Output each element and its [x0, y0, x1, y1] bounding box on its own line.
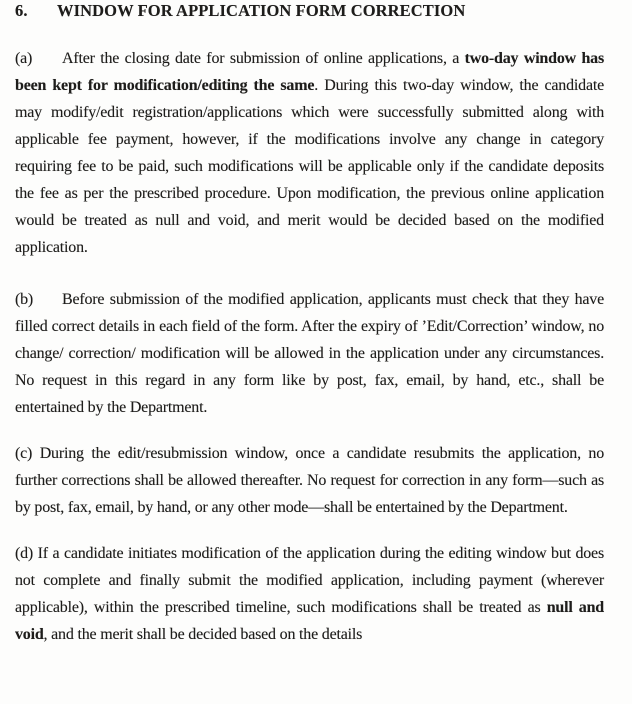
- clause-label-a: (a): [15, 50, 33, 67]
- clause-b-text: Before submission of the modified application, applicants must check that they have filled correct details in each field of the form. After the expiry of ’Edit/Correction’ window, no change/ correction/ modification will be allowed in the application under any circumstances. No request in this regard in any form like by post, fax, email, by hand, etc., shall be entertained by the Department.: [15, 291, 604, 416]
- clause-b: [15, 286, 604, 421]
- clause-c-text: During the edit/resubmission window, once a candidate resubmits the application, no further corrections shall be allowed thereafter. No request for correction in any form—such as by post, fax, email, by hand, or any other mode—shall be entertained by the Department.: [15, 445, 604, 516]
- section-heading: [15, 1, 604, 21]
- clause-a-bold-text: two-day window has been kept for modification/editing the same: [15, 50, 604, 94]
- clause-a-text: After the closing date for submission of online applications, a: [62, 50, 465, 67]
- clause-c: [15, 440, 604, 521]
- clause-label-b: (b): [15, 291, 34, 308]
- clause-d: [15, 540, 604, 648]
- clauses-container: [15, 45, 604, 648]
- clause-d-text: If a candidate initiates modification of the application during the editing window but does not complete and finally submit the modified application, including payment (wherever applicable), within the prescribed timeline, such modifications shall be treated as: [15, 545, 604, 616]
- clause-a: [15, 45, 604, 261]
- clause-label-d: (d): [15, 545, 34, 562]
- section-number: 6.: [15, 1, 28, 20]
- clause-a-text: . During this two-day window, the candidate may modify/edit registration/applications which were successfully submitted along with applicable fee payment, however, if the modifications involve any change in category requiring fee to be paid, such modifications will be applicable only if the candidate deposits the fee as per the prescribed procedure. Upon modification, the previous online application would be treated as null and void, and merit would be decided based on the modified application.: [15, 77, 604, 256]
- clause-d-text: , and the merit shall be decided based on the details: [43, 626, 363, 643]
- section-title: WINDOW FOR APPLICATION FORM CORRECTION: [57, 1, 466, 20]
- clause-d-bold-text: null and void: [15, 599, 604, 643]
- clause-label-c: (c): [15, 445, 33, 462]
